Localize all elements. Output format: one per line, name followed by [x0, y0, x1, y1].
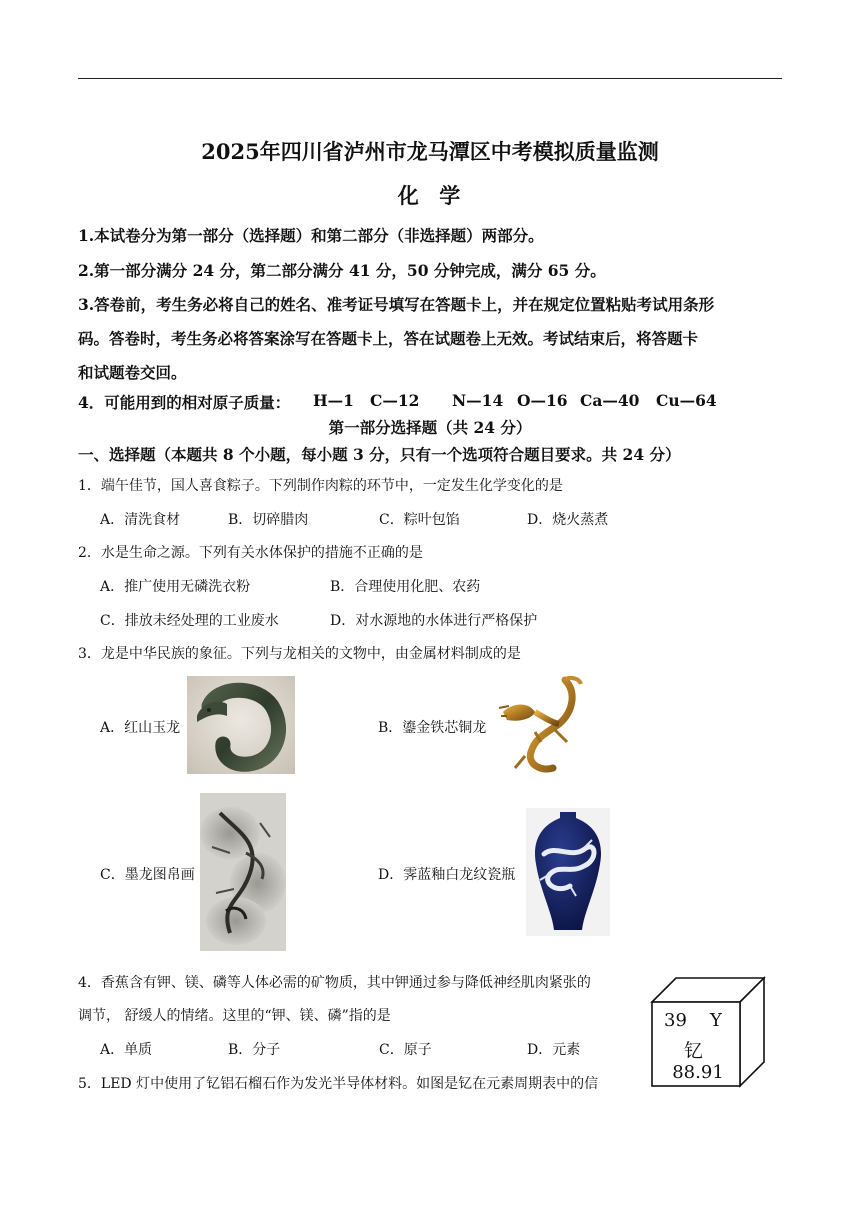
- note-1: 1.本试卷分为第一部分（选择题）和第二部分（非选择题）两部分。: [78, 226, 544, 245]
- element-atomic-number: 39: [664, 1010, 687, 1031]
- note-3: 3.答卷前，考生务必将自己的姓名、准考证号填写在答题卡上，并在规定位置粘贴考试用条形: [78, 295, 715, 314]
- header-rule: [78, 78, 782, 79]
- q4-stem-line1: 4．香蕉含有钾、镁、磷等人体必需的矿物质，其中钾通过参与降低神经肌肉紧张的: [78, 975, 591, 991]
- atomic-mass-cu: Cu—64: [656, 391, 717, 410]
- q5-stem: 5．LED 灯中使用了钇铝石榴石作为发光半导体材料。如图是钇在元素周期表中的信: [78, 1076, 599, 1092]
- note-3-end: 和试题卷交回。: [78, 363, 187, 382]
- q4-option-b: B．分子: [228, 1042, 281, 1058]
- q2-option-a: A．推广使用无磷洗衣粉: [100, 579, 251, 595]
- note-2: 2.第一部分满分 24 分，第二部分满分 41 分，50 分钟完成，满分 65 分。: [78, 261, 606, 280]
- atomic-mass-ca: Ca—40: [580, 391, 640, 410]
- blue-porcelain-vase-image: [526, 808, 610, 936]
- q1-option-c: C．粽叶包馅: [379, 512, 460, 528]
- section1-title: 一、选择题（本题共 8 个小题，每小题 3 分，只有一个选项符合题目要求。共 24 分）: [78, 445, 681, 464]
- exam-title: 2025年四川省泸州市龙马潭区中考模拟质量监测: [201, 139, 659, 164]
- q4-option-a: A．单质: [100, 1042, 153, 1058]
- q2-option-d: D．对水源地的水体进行严格保护: [330, 613, 538, 629]
- q3-stem: 3．龙是中华民族的象征。下列与龙相关的文物中，由金属材料制成的是: [78, 646, 521, 662]
- q4-option-c: C．原子: [379, 1042, 432, 1058]
- q3-option-a: A．红山玉龙: [100, 720, 181, 736]
- note-3-cont: 码。答卷时，考生务必将答案涂写在答题卡上，答在试题卷上无效。考试结束后，将答题卡: [78, 329, 699, 348]
- q4-option-d: D．元素: [527, 1042, 581, 1058]
- q2-stem: 2．水是生命之源。下列有关水体保护的措施不正确的是: [78, 545, 423, 561]
- q3-option-b: B．鎏金铁芯铜龙: [378, 720, 487, 736]
- element-name: 钇: [684, 1040, 704, 1062]
- atomic-mass-label: 4．可能用到的相对原子质量：: [78, 393, 291, 412]
- element-atomic-mass: 88.91: [672, 1062, 724, 1083]
- atomic-mass-h: H—1: [313, 391, 354, 410]
- q1-option-a: A．清洗食材: [100, 512, 181, 528]
- gilded-dragon-image: [495, 672, 588, 778]
- atomic-mass-n: N—14: [452, 391, 504, 410]
- ink-dragon-painting-image: [200, 793, 286, 951]
- q1-option-b: B．切碎腊肉: [228, 512, 309, 528]
- q4-stem-line2: 调节， 舒缓人的情绪。这里的“钾、镁、磷”指的是: [78, 1008, 391, 1024]
- q1-stem: 1．端午佳节，国人喜食粽子。下列制作肉粽的环节中，一定发生化学变化的是: [78, 478, 563, 494]
- q2-option-c: C．排放未经处理的工业废水: [100, 613, 279, 629]
- part1-title: 第一部分选择题（共 24 分）: [328, 418, 532, 437]
- element-symbol: Y: [710, 1010, 722, 1031]
- subject-title: 化 学: [397, 183, 463, 208]
- yttrium-element-cell: [648, 974, 770, 1090]
- q2-option-b: B．合理使用化肥、农药: [330, 579, 481, 595]
- q3-option-d: D．霁蓝釉白龙纹瓷瓶: [378, 867, 516, 883]
- q3-option-c: C．墨龙图帛画: [100, 867, 195, 883]
- jade-dragon-image: [187, 676, 295, 774]
- q1-option-d: D．烧火蒸煮: [527, 512, 609, 528]
- atomic-mass-o: O—16: [517, 391, 568, 410]
- atomic-mass-c: C—12: [370, 391, 420, 410]
